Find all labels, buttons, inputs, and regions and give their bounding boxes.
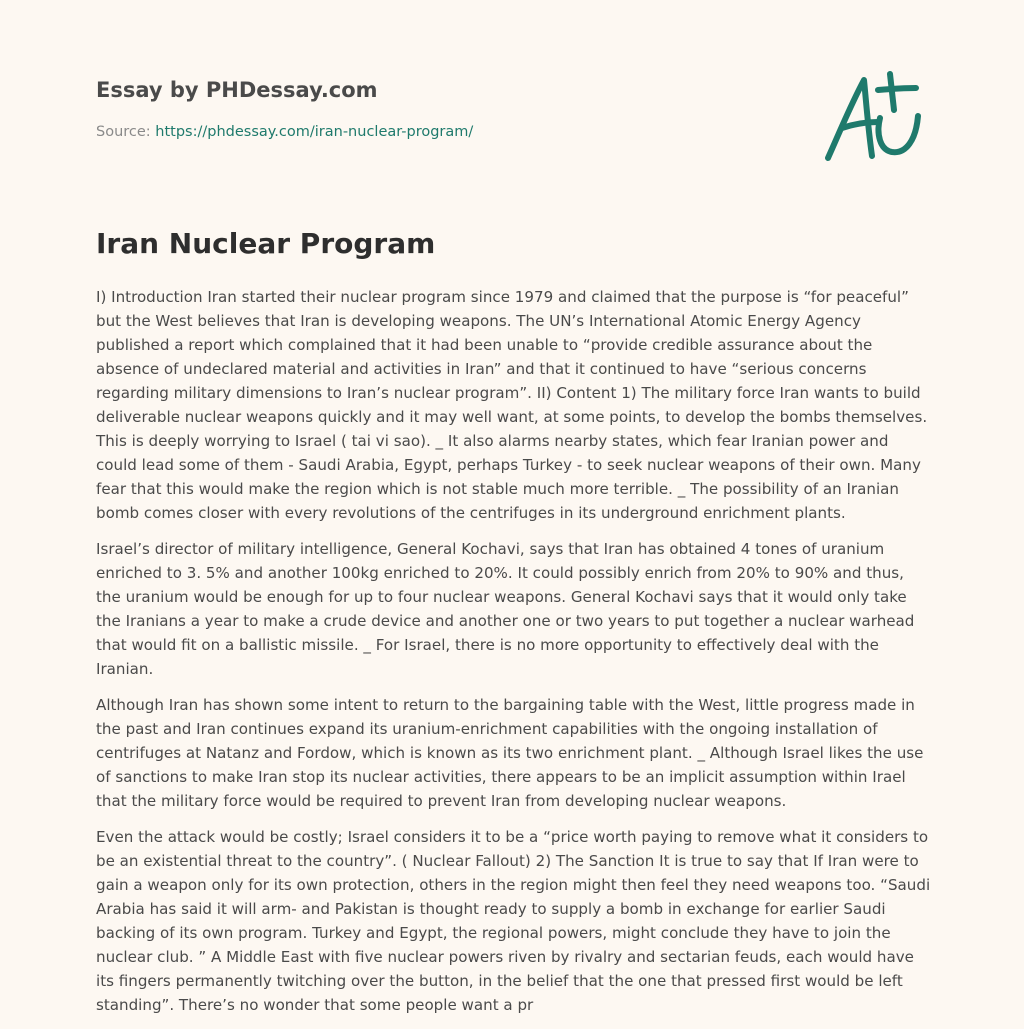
a-plus-logo-svg (820, 66, 930, 166)
a-plus-logo-icon (820, 66, 930, 166)
paragraph: Although Iran has shown some intent to return to the bargaining table with the West, little progress made in the past and Iran continues expand its uranium-enrichment capabilities with the ongoing installation of centrifuges at Natanz and Fordow, which is known as its two enrichment plant. _ Although Israel likes the use of sanctions to make Iran stop its nuclear activities, there appears to be an implicit assumption within Irael that the military force would be required to prevent Iran from developing nuclear weapons. (96, 696, 924, 810)
source-link[interactable]: https://phdessay.com/iran-nuclear-program/ (155, 124, 474, 140)
paragraph: Even the attack would be costly; Israel considers it to be a “price worth paying to remove what it considers to be an existential threat to the country”. ( Nuclear Fallout) 2) The Sanction It is true to say that If Iran were to gain a weapon only for its own protection, others in the region might then feel they need weapons too. “Saudi Arabia has said it will arm- and Pakistan is thought ready to supply a bomb in exchange for earlier Saudi backing of its own program. Turkey and Egypt, the regional powers, might conclude they have to join the nuclear club. ” A Middle East with five nuclear powers riven by rivalry and sectarian feuds, each would have its fingers permanently twitching over the button, in the belief that the one that pressed first would be left standing”. There’s no wonder that some people want a pr (96, 828, 931, 1014)
paragraph: I) Introduction Iran started their nuclear program since 1979 and claimed that the purpose is “for peaceful” but the West believes that Iran is developing weapons. The UN’s International Atomic Energy Agency published a report which complained that it had been unable to “provide credible assurance about the absence of undeclared material and activities in Iran” and that it continued to have “serious concerns regarding military dimensions to Iran’s nuclear program”. II) Content 1) The military force Iran wants to build deliverable nuclear weapons quickly and it may well want, at some points, to develop the bombs themselves. This is deeply worrying to Israel ( tai vi sao). _ It also alarms nearby states, which fear Iranian power and could lead some of them - Saudi Arabia, Egypt, perhaps Turkey - to seek nuclear weapons of their own. Many fear that this would make the region which is not stable much more terrible. _ The possibility of an Iranian bomb comes closer with every revolutions of the centrifuges in its underground enrichment plants. (96, 288, 928, 522)
source-label: Source: (96, 124, 156, 140)
page-header (96, 76, 796, 142)
site-title: Essay by PHDessay.com (96, 78, 378, 102)
essay-title: Iran Nuclear Program (96, 227, 436, 260)
paragraph: Israel’s director of military intelligence, General Kochavi, says that Iran has obtained 4 tones of uranium enriched to 3. 5% and another 100kg enriched to 20%. It could possibly enrich from 20% to 90% and thus, the uranium would be enough for up to four nuclear weapons. General Kochavi says that it would only take the Iranians a year to make a crude device and another one or two years to put together a nuclear warhead that would fit on a ballistic missile. _ For Israel, there is no more opportunity to effectively deal with the Iranian. (96, 540, 915, 678)
source-line (96, 122, 796, 142)
essay-body (96, 285, 932, 1029)
